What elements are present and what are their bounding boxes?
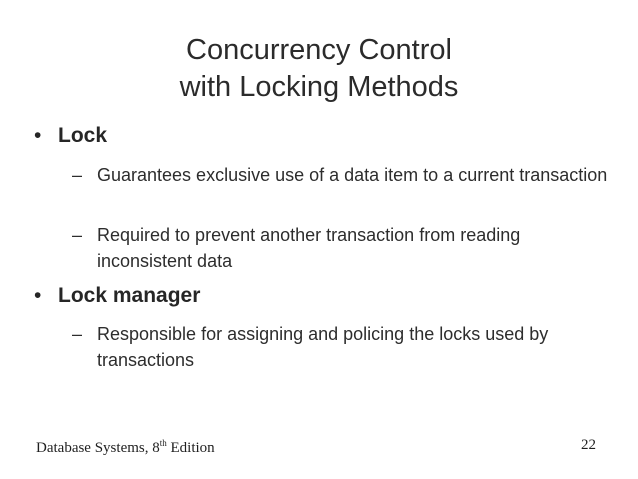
- dash-marker: –: [72, 225, 83, 245]
- subitem: [72, 321, 612, 373]
- dash-marker: –: [72, 165, 83, 185]
- footer-book-sup: th: [159, 438, 167, 448]
- subitem-text: Required to prevent another transaction from reading inconsistent data: [97, 225, 521, 271]
- bullet-lock-manager: [34, 284, 200, 308]
- title-line-2: with Locking Methods: [179, 71, 459, 103]
- bullet-lock: [34, 124, 107, 148]
- title-line-1: Concurrency Control: [186, 34, 452, 66]
- footer-book-title: [36, 440, 215, 457]
- footer-book-suffix: Edition: [166, 440, 215, 456]
- subitem: [72, 162, 612, 188]
- bullet-marker: •: [34, 284, 42, 307]
- dash-marker: –: [72, 324, 83, 344]
- subitem-text: Guarantees exclusive use of a data item to a current transaction: [97, 165, 608, 185]
- slide-title: [0, 32, 638, 106]
- bullet-marker: •: [34, 124, 42, 147]
- bullet-label: Lock: [58, 124, 108, 147]
- page-number: 22: [581, 437, 596, 453]
- subitem: [72, 222, 612, 274]
- bullet-label: Lock manager: [58, 284, 201, 307]
- footer-book-prefix: Database Systems, 8: [36, 440, 160, 456]
- subitem-text: Responsible for assigning and policing the locks used by transactions: [97, 324, 549, 370]
